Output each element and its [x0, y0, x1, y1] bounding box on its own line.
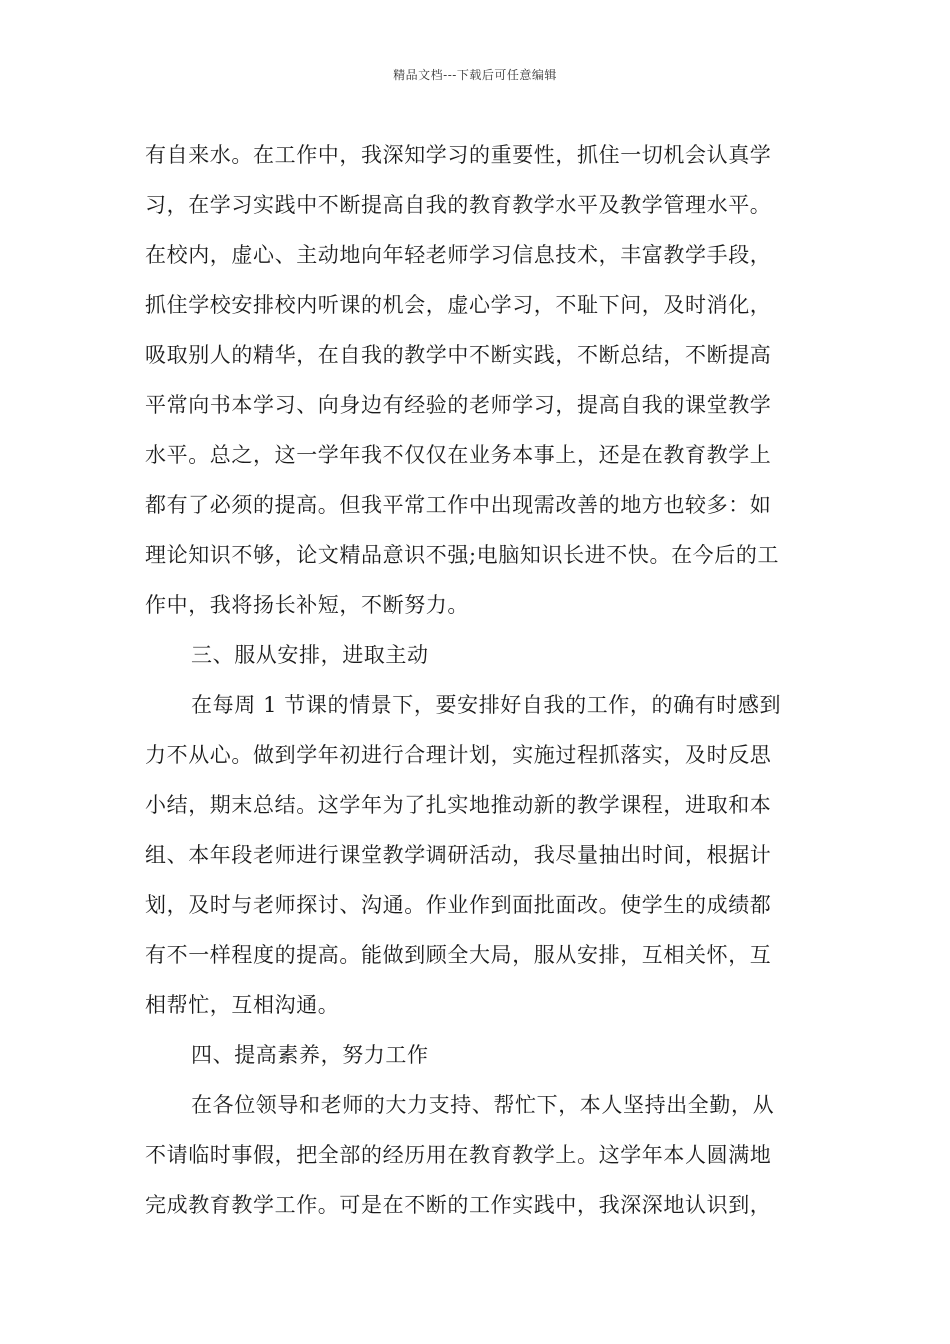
text-line: 水平。总之，这一学年我不仅仅在业务本事上，还是在教育教学上 [145, 443, 772, 467]
text-line: 有自来水。在工作中，我深知学习的重要性，抓住一切机会认真学 [145, 143, 772, 167]
text-line: 吸取别人的精华，在自我的教学中不断实践，不断总结，不断提高 [145, 343, 772, 367]
paragraph-first-line: 在各位领导和老师的大力支持、帮忙下，本人坚持出全勤，从 [191, 1093, 775, 1117]
text-line: 在校内，虚心、主动地向年轻老师学习信息技术，丰富教学手段， [145, 243, 772, 267]
text-line: 平常向书本学习、向身边有经验的老师学习，提高自我的课堂教学 [145, 393, 772, 417]
section-heading: 四、提高素养，努力工作 [191, 1043, 429, 1067]
text-line: 抓住学校安排校内听课的机会，虚心学习，不耻下问，及时消化， [145, 293, 772, 317]
text-line: 都有了必须的提高。但我平常工作中出现需改善的地方也较多：如 [145, 493, 772, 517]
text-line: 理论知识不够，论文精品意识不强;电脑知识长进不快。在今后的工 [145, 543, 780, 567]
text-line: 作中，我将扬长补短，不断努力。 [145, 593, 469, 617]
page-header: 精品文档---下载后可任意编辑 [393, 68, 557, 82]
text-line: 不请临时事假，把全部的经历用在教育教学上。这学年本人圆满地 [145, 1143, 772, 1167]
document-body [145, 130, 815, 1230]
section-heading: 三、服从安排，进取主动 [191, 643, 429, 667]
text-line: 小结，期末总结。这学年为了扎实地推动新的教学课程，进取和本 [145, 793, 772, 817]
paragraph-first-line: 在每周 1 节课的情景下，要安排好自我的工作，的确有时感到 [191, 693, 782, 717]
text-line: 划，及时与老师探讨、沟通。作业作到面批面改。使学生的成绩都 [145, 893, 772, 917]
text-line: 组、本年段老师进行课堂教学调研活动，我尽量抽出时间，根据计 [145, 843, 772, 867]
text-line: 力不从心。做到学年初进行合理计划，实施过程抓落实，及时反思 [145, 743, 772, 767]
text-line: 习，在学习实践中不断提高自我的教育教学水平及教学管理水平。 [145, 193, 772, 217]
text-line: 有不一样程度的提高。能做到顾全大局，服从安排，互相关怀，互 [145, 943, 772, 967]
text-line: 相帮忙，互相沟通。 [145, 993, 340, 1017]
text-line: 完成教育教学工作。可是在不断的工作实践中，我深深地认识到， [145, 1193, 772, 1217]
